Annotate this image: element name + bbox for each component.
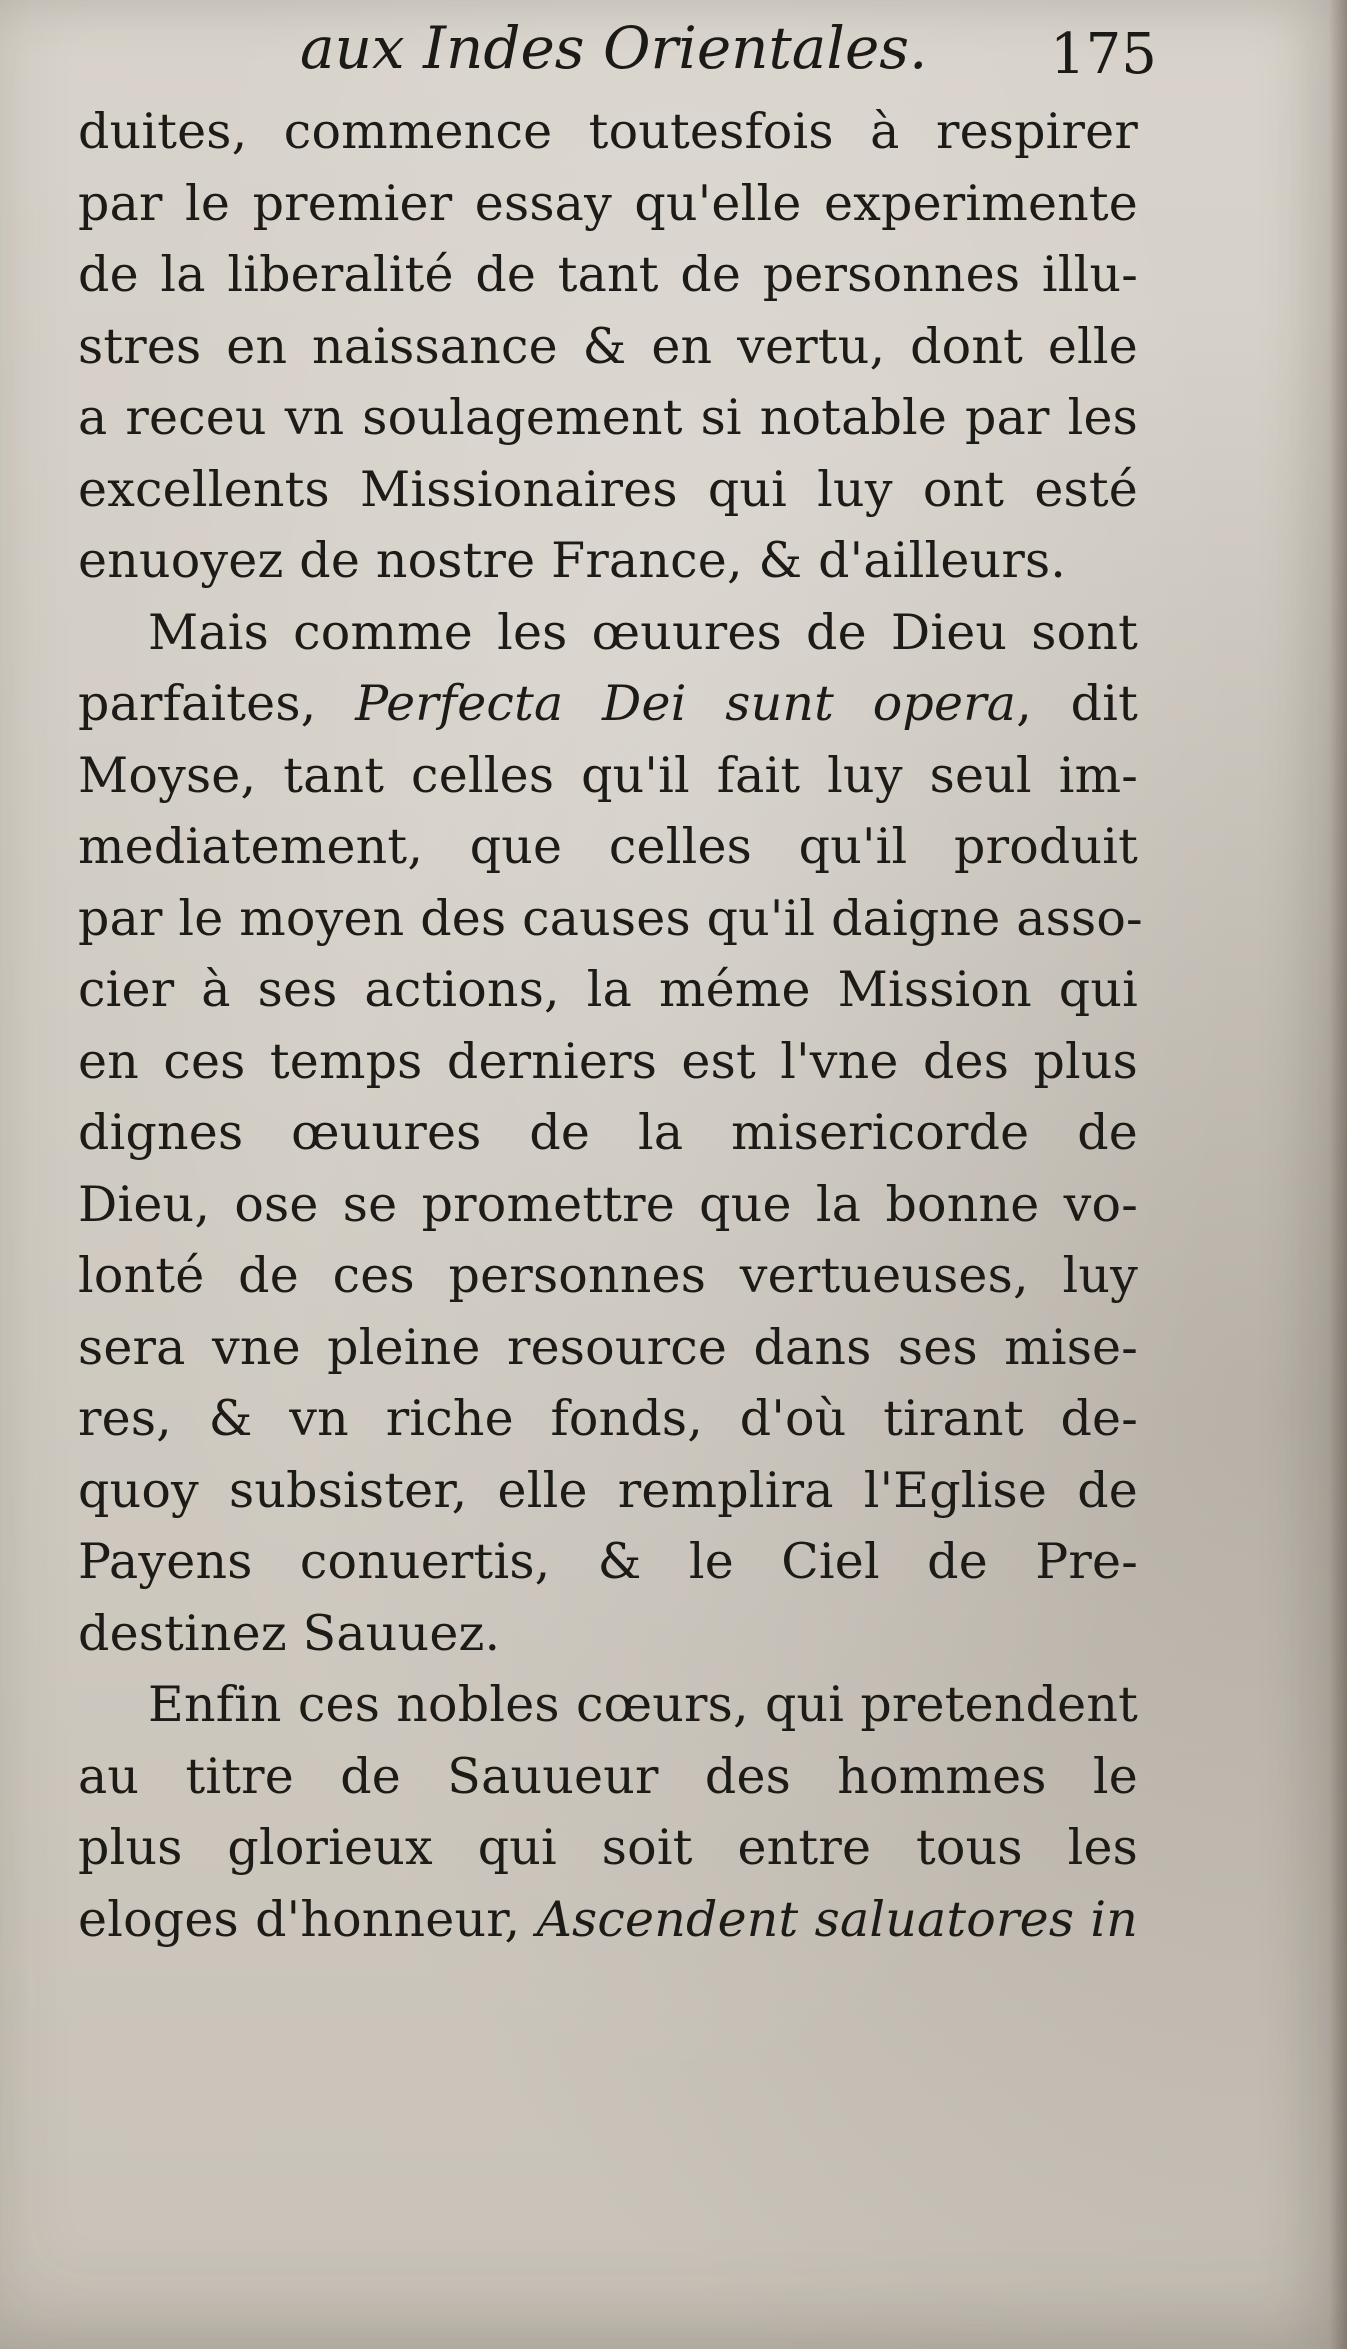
paragraph-start-line: Mais comme les œuures de Dieu sont bbox=[148, 603, 1138, 661]
text-line: lonté de ces personnes vertueuses, luy bbox=[78, 1247, 1138, 1304]
text-line: au titre de Sauueur des hommes le bbox=[78, 1747, 1138, 1805]
paragraph-end-line: destinez Sauuez. bbox=[78, 1604, 501, 1662]
text-line: de la liberalité de tant de personnes illu- bbox=[78, 246, 1138, 303]
text-line: stres en naissance & en vertu, dont elle bbox=[78, 317, 1138, 375]
text-segment: parfaites, bbox=[78, 675, 356, 732]
page-number: 175 bbox=[1050, 22, 1157, 87]
body-text bbox=[78, 96, 1143, 1955]
paragraph-start-line: Enfin ces nobles cœurs, qui pretendent bbox=[148, 1676, 1138, 1733]
text-line: quoy subsister, elle remplira l'Eglise de bbox=[78, 1461, 1138, 1519]
text-segment: eloges d'honneur, bbox=[78, 1890, 537, 1948]
text-line: res, & vn riche fonds, d'où tirant de- bbox=[78, 1390, 1138, 1447]
text-line: Moyse, tant celles qu'il fait luy seul im- bbox=[78, 746, 1138, 804]
text-line: en ces temps derniers est l'vne des plus bbox=[78, 1032, 1138, 1090]
paragraph-end-line: enuoyez de nostre France, & d'ailleurs. bbox=[78, 532, 1067, 589]
text-line: plus glorieux qui soit entre tous les bbox=[78, 1819, 1138, 1876]
text-line: a receu vn soulagement si notable par les bbox=[78, 389, 1138, 446]
text-line: duites, commence toutesfois à respirer bbox=[78, 103, 1138, 160]
page-edge-shadow bbox=[1329, 0, 1347, 2349]
text-line-with-latin-quote bbox=[78, 668, 1138, 740]
text-line: cier à ses actions, la méme Mission qui bbox=[78, 961, 1138, 1018]
text-line: sera vne pleine resource dans ses mise- bbox=[78, 1318, 1138, 1376]
text-line: mediatement, que celles qu'il produit bbox=[78, 818, 1138, 875]
latin-quotation: Ascendent saluatores in bbox=[536, 1890, 1138, 1948]
text-line: excellents Missionaires qui luy ont esté bbox=[78, 460, 1138, 518]
running-title: aux Indes Orientales. bbox=[300, 14, 928, 82]
text-line: Payens conuertis, & le Ciel de Pre- bbox=[78, 1533, 1138, 1590]
text-line-with-latin-quote bbox=[78, 1884, 1138, 1956]
text-line: Dieu, ose se promettre que la bonne vo- bbox=[78, 1175, 1138, 1233]
text-line: par le premier essay qu'elle experimente bbox=[78, 174, 1138, 232]
latin-quotation: Perfecta Dei sunt opera bbox=[355, 675, 1017, 732]
text-line: dignes œuures de la misericorde de bbox=[78, 1104, 1138, 1161]
text-line: par le moyen des causes qu'il daigne asso- bbox=[78, 889, 1143, 947]
text-segment: , dit bbox=[1016, 675, 1138, 732]
